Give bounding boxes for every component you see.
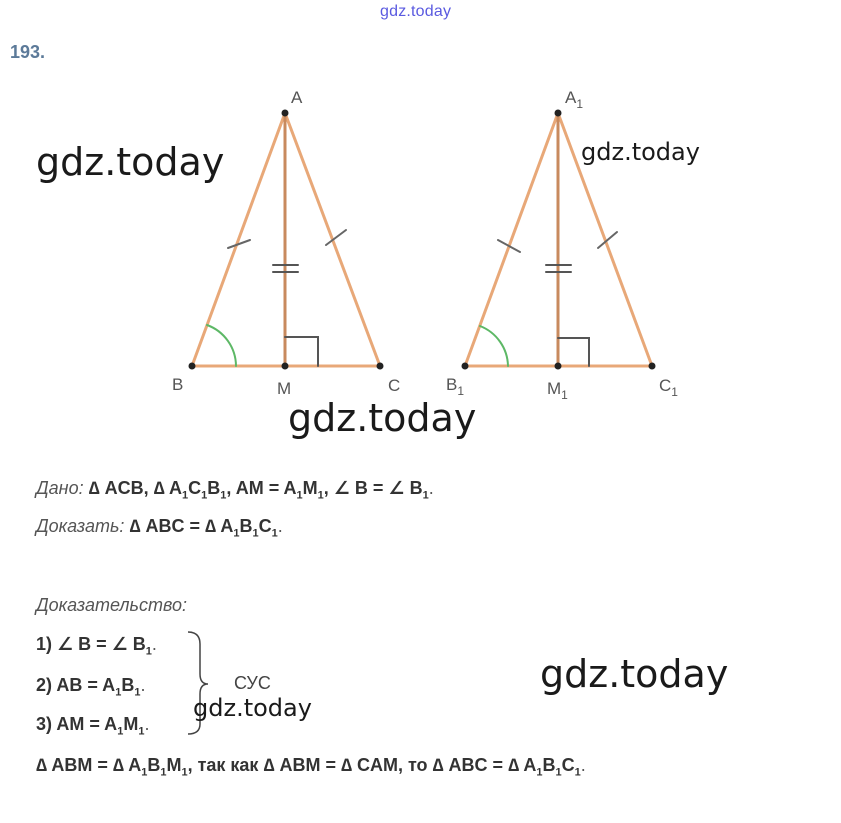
point-m1	[555, 363, 562, 370]
angle-b-arc	[207, 325, 236, 366]
watermark-4: gdz.today	[540, 652, 729, 696]
watermark-2: gdz.today	[581, 138, 700, 166]
brace-label: СУС	[234, 673, 271, 693]
triangle-abc	[172, 88, 400, 398]
label-a1: $A_1$	[565, 88, 584, 111]
label-c: C	[388, 376, 401, 395]
angle-b1-arc	[480, 326, 508, 366]
label-m1: $M_1$	[547, 379, 568, 402]
proof-label: Доказательство:	[36, 595, 188, 615]
watermark-1: gdz.today	[36, 140, 225, 184]
triangle-a1b1c1	[446, 88, 678, 402]
point-b1	[462, 363, 469, 370]
watermark-3: gdz.today	[288, 396, 477, 440]
label-c1: $C_1$	[659, 376, 678, 399]
point-a	[282, 110, 289, 117]
label-b: B	[172, 375, 184, 394]
given-text: ∆ ACB, ∆ $A_1C_1B_1$, AM = $A_1M_1$, ∠ B = ∠ $B_1$	[88, 478, 429, 502]
point-m	[282, 363, 289, 370]
label-m: M	[277, 379, 292, 398]
prove-text: ∆ ABC = ∆ $A_1B_1C_1$	[129, 516, 278, 540]
watermark-top: gdz.today	[380, 3, 452, 20]
proof-step-2: 2) AB = $A_1B_1$.	[36, 675, 146, 699]
right-angle-m1	[558, 338, 589, 366]
point-c1	[649, 363, 656, 370]
right-angle-m	[285, 337, 318, 366]
proof-step-1: 1) ∠ B = ∠ $B_1$.	[36, 634, 157, 658]
prove-label: Доказать:	[36, 516, 125, 536]
side-a1b1	[465, 113, 558, 366]
point-b	[189, 363, 196, 370]
given-line: Дано: ∆ ACB, ∆ $A_1C_1B_1$, AM = $A_1M_1$, ∠ B = ∠ $B_1$.	[36, 478, 434, 502]
point-a1	[555, 110, 562, 117]
problem-number: 193.	[10, 42, 46, 62]
conclusion-line: ∆ ABM = ∆ $A_1B_1M_1$, так как ∆ ABM = ∆ CAM, то ∆ ABC = ∆ $A_1B_1C_1$.	[36, 755, 586, 779]
label-b1: $B_1$	[446, 375, 465, 398]
given-label: Дано:	[36, 478, 84, 498]
label-a: A	[291, 88, 303, 107]
proof-step-3: 3) AM = $A_1M_1$.	[36, 714, 150, 738]
point-c	[377, 363, 384, 370]
watermark-5: gdz.today	[193, 694, 312, 722]
prove-line: Доказать: ∆ ABC = ∆ $A_1B_1C_1$.	[36, 516, 283, 540]
